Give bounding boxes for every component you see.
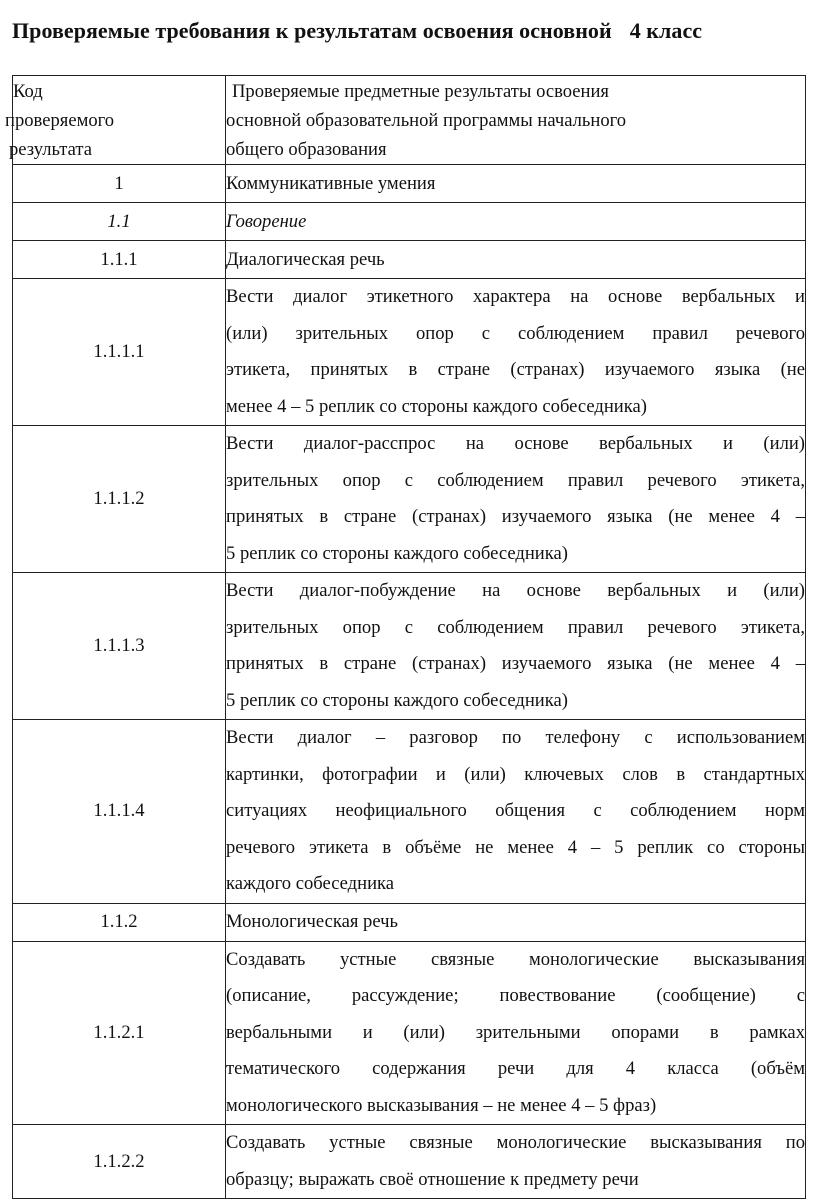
table-row (13, 241, 806, 279)
requirement-text-line: Вести диалог этикетного характера на основе вербальных и (226, 286, 805, 307)
requirement-code: 1 (13, 165, 226, 203)
header-results-line: общего образования (226, 138, 387, 160)
requirement-text-line: вербальными и (или) зрительными опорами в рамках (226, 1021, 805, 1043)
requirement-text-line: тематического содержания речи для 4 класса (объём (226, 1058, 805, 1079)
table-row (13, 941, 806, 1125)
requirement-code: 1.1.1.2 (13, 426, 226, 573)
requirement-description (226, 903, 806, 941)
requirement-description (226, 573, 806, 720)
requirement-text-line: (или) зрительных опор с соблюдением правил речевого (226, 322, 805, 344)
page-title-main: Проверяемые требования к результатам освоения основной (12, 18, 612, 43)
page-title (12, 18, 702, 44)
requirement-text-line: Говорение (226, 210, 307, 232)
table-row (13, 426, 806, 573)
table-row (13, 203, 806, 241)
table-row (13, 903, 806, 941)
requirement-text-line: Коммуникативные умения (226, 172, 436, 194)
requirement-description (226, 241, 806, 279)
header-code-line: проверяемого (5, 109, 115, 131)
requirement-text-line: (описание, рассуждение; повествование (сообщение) с (226, 985, 805, 1006)
requirement-description (226, 203, 806, 241)
requirement-text-line: монологического высказывания – не менее 4 – 5 фраз) (226, 1094, 657, 1116)
requirement-code: 1.1.1.4 (13, 720, 226, 904)
requirement-text-line: каждого собеседника (226, 873, 395, 894)
requirements-table (5, 75, 806, 1199)
table-row (13, 1125, 806, 1199)
requirement-text-line: принятых в стране (странах) изучаемого языка (не менее 4 – (226, 506, 805, 527)
requirement-code: 1.1.2 (13, 903, 226, 941)
table-row (13, 720, 806, 904)
table-row (13, 573, 806, 720)
requirement-description (226, 941, 806, 1125)
requirement-text-line: зрительных опор с соблюдением правил речевого этикета, (226, 616, 805, 638)
requirement-text-line: Вести диалог – разговор по телефону с использованием (226, 727, 805, 748)
table-row (13, 279, 806, 426)
requirement-code: 1.1.2.1 (13, 941, 226, 1125)
requirement-text-line: Вести диалог-побуждение на основе вербальных и (или) (226, 580, 805, 601)
requirement-description (226, 165, 806, 203)
header-results-line: Проверяемые предметные результаты освоения (232, 80, 609, 102)
page-title-class: 4 класс (629, 18, 703, 43)
requirement-text-line: менее 4 – 5 реплик со стороны каждого собеседника) (226, 395, 647, 417)
requirement-text-line: Диалогическая речь (226, 248, 385, 270)
header-results (226, 76, 806, 165)
table-header-row (13, 76, 806, 165)
requirement-text-line: Создавать устные связные монологические высказывания по (226, 1132, 805, 1153)
requirement-text-line: 5 реплик со стороны каждого собеседника) (226, 689, 568, 711)
requirement-code: 1.1 (13, 203, 226, 241)
requirement-text-line: ситуациях неофициального общения с соблюдением норм (226, 800, 805, 821)
header-results-line: основной образовательной программы начального (226, 109, 627, 131)
requirement-text-line: этикета, принятых в стране (странах) изучаемого языка (не (226, 359, 805, 380)
requirement-description (226, 720, 806, 904)
requirement-description (226, 426, 806, 573)
header-code-line: Код (13, 80, 43, 102)
requirement-text-line: Монологическая речь (226, 911, 398, 932)
requirement-description (226, 279, 806, 426)
requirement-text-line: Создавать устные связные монологические высказывания (226, 948, 805, 970)
requirement-description (226, 1125, 806, 1199)
table-body (13, 165, 806, 1199)
requirement-text-line: образцу; выражать своё отношение к предмету речи (226, 1168, 639, 1190)
requirement-text-line: картинки, фотографии и (или) ключевых слов в стандартных (226, 763, 805, 785)
requirement-code: 1.1.2.2 (13, 1125, 226, 1199)
requirement-text-line: Вести диалог-расспрос на основе вербальных и (или) (226, 433, 805, 454)
requirement-text-line: зрительных опор с соблюдением правил речевого этикета, (226, 469, 805, 491)
requirement-text-line: принятых в стране (странах) изучаемого языка (не менее 4 – (226, 653, 805, 674)
requirement-code: 1.1.1.3 (13, 573, 226, 720)
table-row (13, 165, 806, 203)
requirement-code: 1.1.1 (13, 241, 226, 279)
header-code (5, 76, 226, 165)
header-code-line: результата (9, 138, 92, 160)
requirement-text-line: речевого этикета в объёме не менее 4 – 5 реплик со стороны (226, 836, 805, 858)
requirement-text-line: 5 реплик со стороны каждого собеседника) (226, 542, 568, 564)
requirement-code: 1.1.1.1 (13, 279, 226, 426)
